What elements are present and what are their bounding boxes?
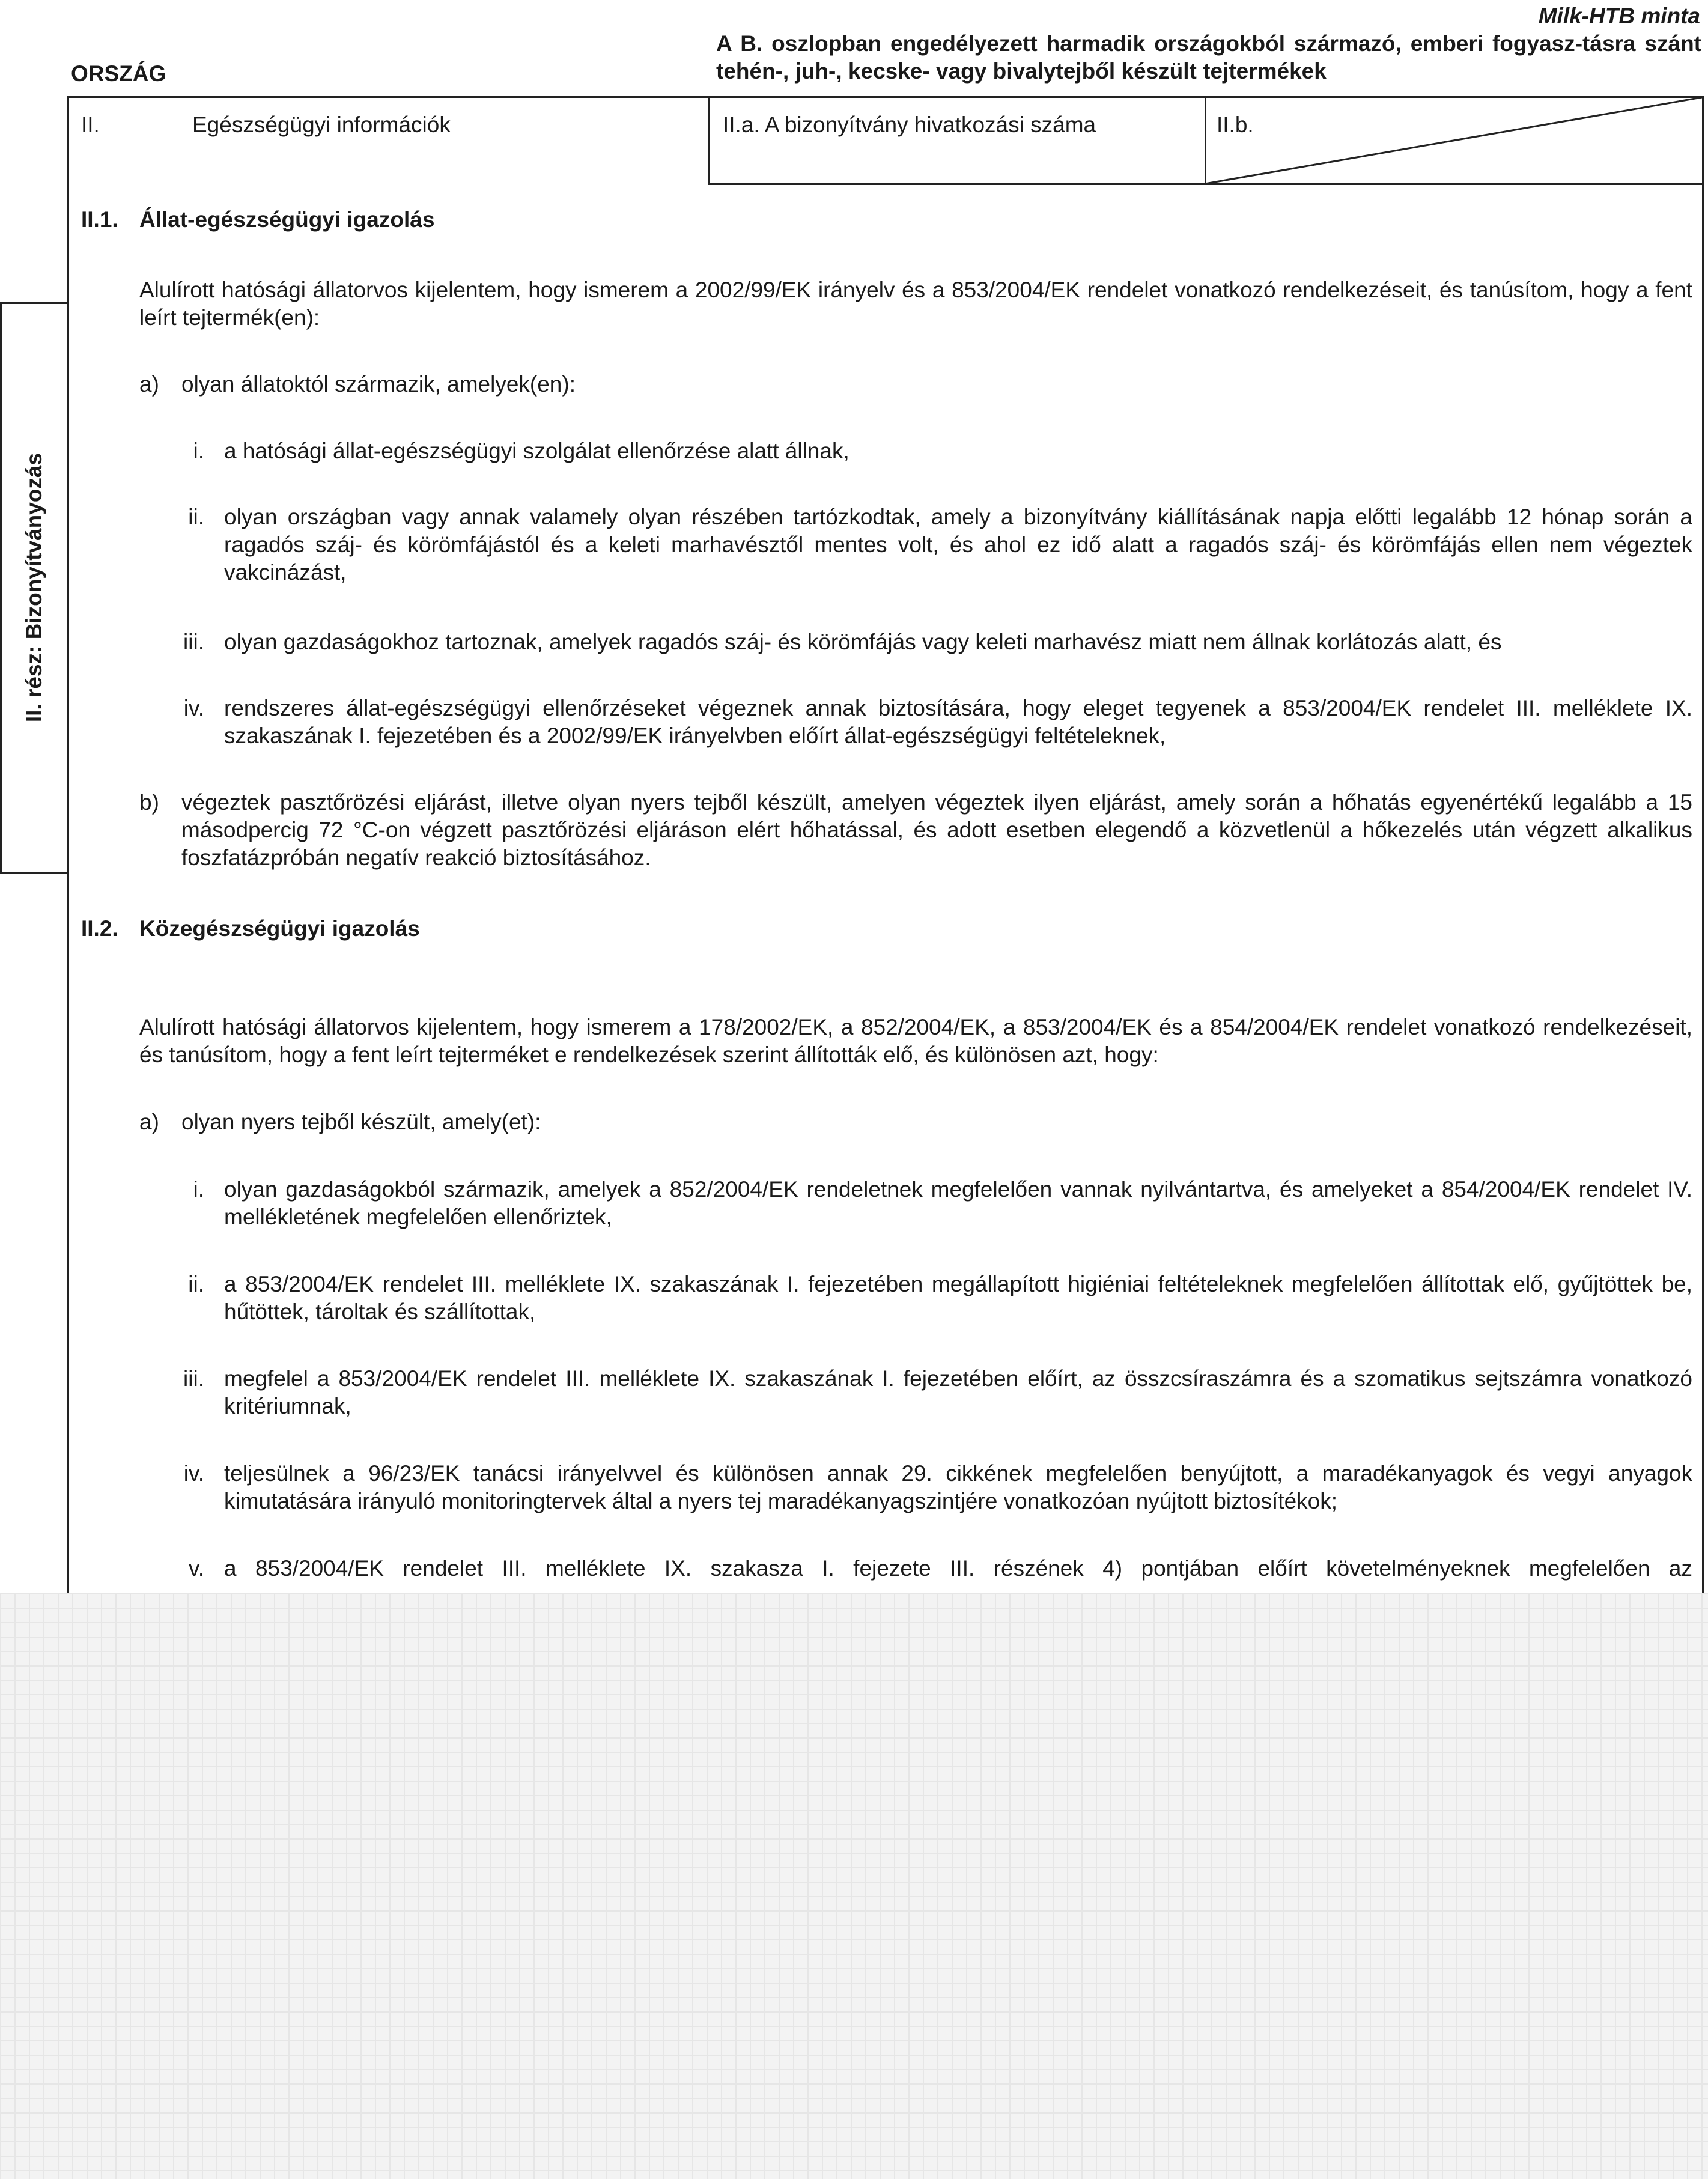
reference-number-label: II.a. A bizonyítvány hivatkozási száma — [723, 112, 1096, 137]
model-label: Milk-HTB minta — [1538, 4, 1700, 28]
list-item-number: ii. — [188, 505, 204, 529]
list-item-text: a hatósági állat-egészségügyi szolgálat ellenőrzése alatt állnak, — [224, 439, 849, 463]
list-item-text: rendszeres állat-egészségügyi ellenőrzéseket végeznek annak biztosítására, hogy eleget tegyenek a 853/2004/EK rendelet III. melléklete IX. szakaszának I. fejezetében és a 2002/99/EK irányelvben előírt állat-egészségügyi feltételeknek, — [224, 696, 1692, 748]
list-item-number: v. — [188, 1556, 204, 1581]
blank-area — [0, 1593, 1708, 2179]
sidebar-label — [1, 303, 67, 872]
list-item-text: a 853/2004/EK rendelet III. melléklete IX. szakaszának I. fejezetében megállapított higiéniai feltételeknek megfelelően állítottak elő, gyűjtöttek be, hűtöttek, tároltak és szállítottak, — [224, 1272, 1692, 1324]
section1-title: Állat-egészségügyi igazolás — [139, 207, 435, 232]
section1-number: II.1. — [81, 207, 118, 232]
frame-left-border — [67, 96, 69, 1593]
section1-a-label: a) — [139, 372, 159, 397]
section2-intro: Alulírott hatósági állatorvos kijelentem, hogy ismerem a 178/2002/EK, a 852/2004/EK, a 853/2004/EK és a 854/2004/EK rendelet vonatkozó rendelkezéseit, és tanúsítom, hogy a fent leírt tejterméket e rendelkezések szerint állították elő, és különösen azt, hogy: — [139, 1015, 1692, 1067]
section1-b-label: b) — [139, 790, 159, 815]
list-item-number: ii. — [188, 1272, 204, 1296]
sidebar-bottom-border — [0, 872, 69, 874]
list-item-number: i. — [193, 1177, 204, 1202]
diagonal-line — [1205, 96, 1703, 186]
list-item-text: olyan gazdaságokból származik, amelyek a 852/2004/EK rendeletnek megfelelően vannak nyilvántartva, és amelyeket a 854/2004/EK rendelet IV. mellékletének megfelelően ellenőriztek, — [224, 1177, 1692, 1229]
list-item-number: i. — [193, 439, 204, 463]
list-item-number: iv. — [183, 696, 204, 720]
list-item-number: iii. — [183, 1366, 204, 1391]
list-item-text: megfelel a 853/2004/EK rendelet III. melléklete IX. szakaszának I. fejezetében előírt, az összcsíraszámra és a szomatikus sejtszámra vonatkozó kritériumnak, — [224, 1366, 1692, 1418]
list-item-text: teljesülnek a 96/23/EK tanácsi irányelvvel és különösen annak 29. cikkének megfelelően benyújtott, a maradékanyagok és vegyi anyagok kimutatására irányuló monitoringtervek által a nyers tej maradékanyagszintjére vonatkozóan nyújtott biztosítékok; — [224, 1461, 1692, 1513]
list-item-number: iv. — [183, 1461, 204, 1486]
country-label: ORSZÁG — [71, 61, 166, 86]
list-item-number: iii. — [183, 630, 204, 654]
list-item-text: olyan országban vagy annak valamely olyan részében tartózkodtak, amely a bizonyítvány kiállításának napja előtti legalább 12 hónap során a ragadós száj- és körömfájástól és a keleti marhavésztől mentes volt, és ahol ez idő alatt a ragadós száj- és körömfájás ellen nem végeztek vakcinázást, — [224, 505, 1692, 585]
section1-a-text: olyan állatoktól származik, amelyek(en): — [181, 372, 576, 397]
section2-number: II.2. — [81, 916, 118, 941]
section2-a-label: a) — [139, 1110, 159, 1134]
col1-label: Egészségügyi információk — [192, 112, 451, 137]
frame-right-border — [1702, 96, 1704, 1593]
list-item-text: olyan gazdaságokhoz tartoznak, amelyek ragadós száj- és körömfájás vagy keleti marhavész miatt nem állnak korlátozás alatt, és — [224, 630, 1502, 654]
header-divider-1 — [708, 96, 710, 185]
sidebar-label-text: II. rész: Bizonyítványozás — [22, 452, 46, 723]
col3-label: II.b. — [1217, 112, 1254, 137]
section2-a-text: olyan nyers tejből készült, amely(et): — [181, 1110, 541, 1134]
section2-title: Közegészségügyi igazolás — [139, 916, 420, 941]
section1-b-text: végeztek pasztőrözési eljárást, illetve olyan nyers tejből készült, amelyen végeztek ilyen eljárást, amely során a hőhatás egyenértékű legalább a 15 másodpercig 72 °C-on végzett pasztőrözési eljáráson elért hőhatással, és adott esetben elegendő a közvetlenül a hőkezelés után végzett alkalikus foszfatázpróbán negatív reakció biztosításához. — [181, 790, 1692, 870]
section1-intro: Alulírott hatósági állatorvos kijelentem, hogy ismerem a 2002/99/EK irányelv és a 853/2004/EK rendelet vonatkozó rendelkezéseit, és tanúsítom, hogy a fent leírt tejtermék(en): — [139, 278, 1692, 330]
document-title: A B. oszlopban engedélyezett harmadik országokból származó, emberi fogyasz-tásra szánt tehén-, juh-, kecske- vagy bivalytejből készült tejtermékek — [716, 31, 1701, 84]
list-item-text: a 853/2004/EK rendelet III. melléklete IX. szakasza I. fejezete III. részének 4) pontjában előírt követelményeknek megfelelően az — [224, 1556, 1692, 1581]
col1-number: II. — [81, 112, 100, 137]
